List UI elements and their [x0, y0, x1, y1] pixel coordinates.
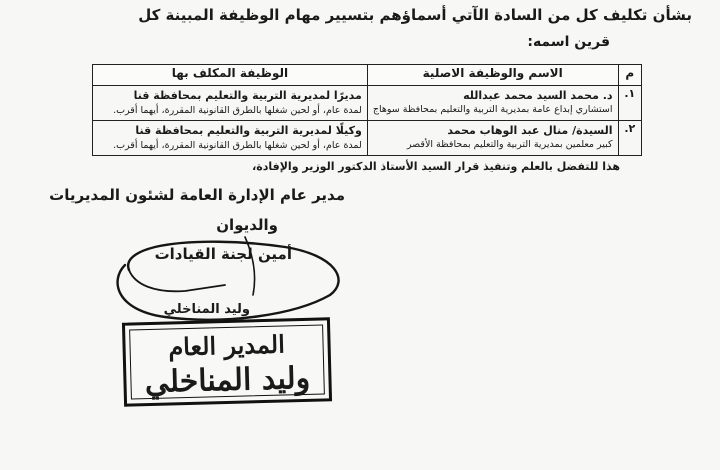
table-row [93, 86, 642, 121]
signatory-title-line-1: مدير عام الإدارة العامة لشئون المديريات [49, 186, 345, 204]
row-number: ٢. [618, 121, 641, 156]
name-cell [367, 121, 618, 156]
row-number: ١. [618, 86, 641, 121]
signatory-title-line-3: أمين لجنة القيادات [154, 245, 292, 263]
header-name-original-job: الاسم والوظيفة الاصلية [367, 65, 618, 86]
closing-sentence: هذا للتفضل بالعلم وتنفيذ قرار السيد الأستاذ الدكتور الوزير والإفادة، [252, 160, 620, 173]
assignment-table [92, 64, 642, 156]
signatory-name: وليد المناخلي [163, 302, 250, 317]
signatory-title-line-2: والديوان [216, 216, 278, 234]
employee-name: د. محمد السيد محمد عبدالله [463, 89, 613, 102]
stamp-title: المدير العام [167, 329, 286, 362]
assigned-job-cell [93, 121, 368, 156]
name-cell [367, 86, 618, 121]
header-number: م [618, 65, 641, 86]
header-assigned-job: الوظيفة المكلف بها [93, 65, 368, 86]
table-row [93, 121, 642, 156]
assigned-note: لمدة عام، أو لحين شغلها بالطرق القانونية المقررة، أيهما أقرب. [113, 140, 362, 151]
assigned-job: وكيلًا لمديرية التربية والتعليم بمحافظة قنا [135, 124, 362, 137]
employee-name: السيدة/ منال عبد الوهاب محمد [447, 124, 613, 137]
intro-line-1: بشأن تكليف كل من السادة الآتي أسماؤهم بتسيير مهام الوظيفة المبينة كل [138, 6, 692, 24]
stamp-name: وليد المناخلي [144, 360, 311, 401]
table-header-row [93, 65, 642, 86]
official-stamp [122, 317, 332, 406]
assigned-job-cell [93, 86, 368, 121]
assigned-job: مديرًا لمديرية التربية والتعليم بمحافظة قنا [133, 89, 362, 102]
original-job: كبير معلمين بمديرية التربية والتعليم بمحافظة الأقصر [406, 139, 613, 150]
original-job: استشاري إبداع عامة بمديرية التربية والتعليم بمحافظة سوهاج [372, 104, 613, 115]
intro-line-2: قرين اسمه: [527, 34, 610, 50]
assigned-note: لمدة عام، أو لحين شغلها بالطرق القانونية المقررة، أيهما أقرب. [113, 105, 362, 116]
